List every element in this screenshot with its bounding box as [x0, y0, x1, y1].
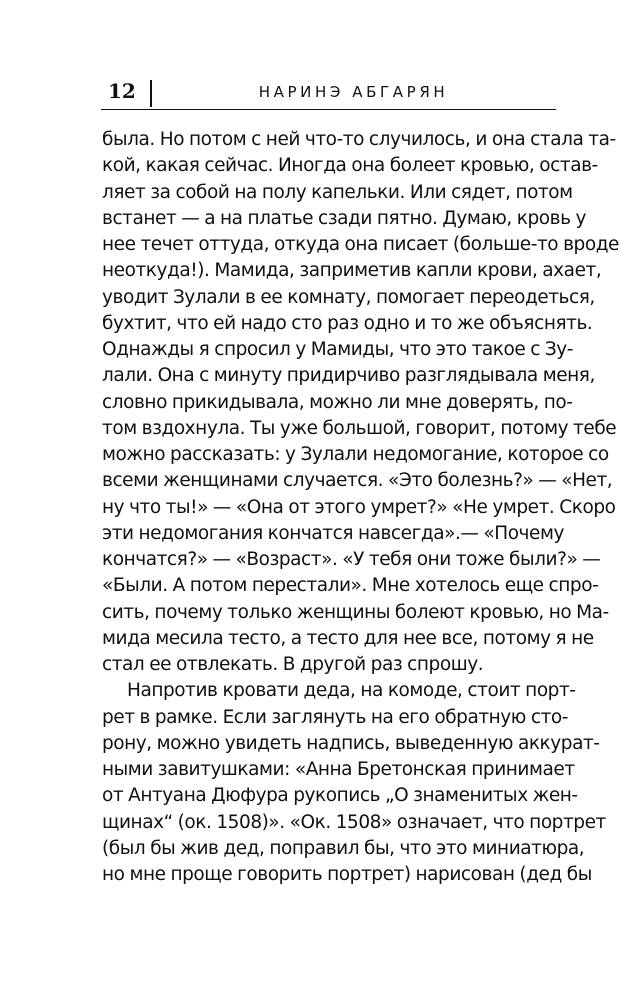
text-line: Напротив кровати деда, на комоде, стоит порт-: [127, 680, 576, 702]
header-rule: [101, 109, 556, 110]
text-line: щинах“ (ок. 1508)». «Ок. 1508» означает, что портрет: [102, 811, 606, 833]
text-line: мида месила тесто, а тесто для нее все, потому я не: [102, 627, 594, 649]
text-line: (был бы жив дед, поправил бы, что это миниатюра,: [102, 837, 585, 859]
text-line: нее течет оттуда, откуда она писает (больше-то вроде: [102, 234, 619, 255]
text-line: «Были. А потом перестали». Мне хотелось еще спро-: [102, 575, 599, 597]
paragraph-2: [102, 678, 606, 888]
page-number: 12: [108, 79, 136, 103]
text-line: том вздохнула. Ты уже большой, говорит, потому тебе: [102, 417, 617, 439]
text-line: кончатся?» — «Возраст». «У тебя они тоже были?» —: [102, 549, 601, 570]
text-line: но мне проще говорить портрет) нарисован (дед бы: [102, 864, 592, 885]
text-line: от Антуана Дюфура рукопись „О знаменитых жен-: [102, 785, 578, 807]
running-header: [101, 80, 556, 106]
text-line: рет в рамке. Если заглянуть на его обратную сто-: [102, 706, 568, 728]
text-line: всеми женщинами случается. «Это болезнь?» — «Нет,: [102, 470, 613, 492]
text-line: сить, почему только женщины болеют кровью, но Ма-: [102, 601, 609, 623]
text-line: кой, какая сейчас. Иногда она болеет кровью, остав-: [102, 155, 598, 177]
text-line: лали. Она с минуту придирчиво разглядывала меня,: [102, 365, 595, 387]
text-line: ными завитушками: «Анна Бретонская принимает: [102, 759, 575, 780]
text-line: ну что ты!» — «Она от этого умрет?» «Не умрет. Скоро: [102, 496, 616, 518]
text-line: уводит Зулали в ее комнату, помогает переодеться,: [102, 286, 595, 308]
text-line: Однажды я спросил у Мамиды, что это такое с Зу-: [102, 339, 574, 360]
text-line: стал ее отвлекать. В другой раз спрошу.: [102, 654, 484, 675]
text-line: неоткуда!). Мамида, заприметив капли крови, ахает,: [102, 260, 602, 282]
text-line: была. Но потом с ней что-то случилось, и она стала та-: [102, 129, 616, 150]
text-line: словно прикидывала, можно ли мне доверять, по-: [102, 391, 573, 413]
text-line: бухтит, что ей надо сто раз одно и то же объяснять.: [102, 312, 593, 334]
text-line: рону, можно увидеть надпись, выведенную аккурат-: [102, 732, 600, 754]
text-line: встанет — а на платье сзади пятно. Думаю, кровь у: [102, 207, 586, 229]
text-line: можно рассказать: у Зулали недомогание, которое со: [102, 444, 609, 465]
author-name: НАРИНЭ АБГАРЯН: [258, 83, 449, 101]
body-text: [102, 127, 619, 888]
text-line: эти недомогания кончатся навсегда».— «Почему: [102, 522, 564, 544]
paragraph-1: [102, 127, 619, 678]
text-line: ляет за собой на полу капельки. Или сядет, потом: [102, 181, 573, 203]
